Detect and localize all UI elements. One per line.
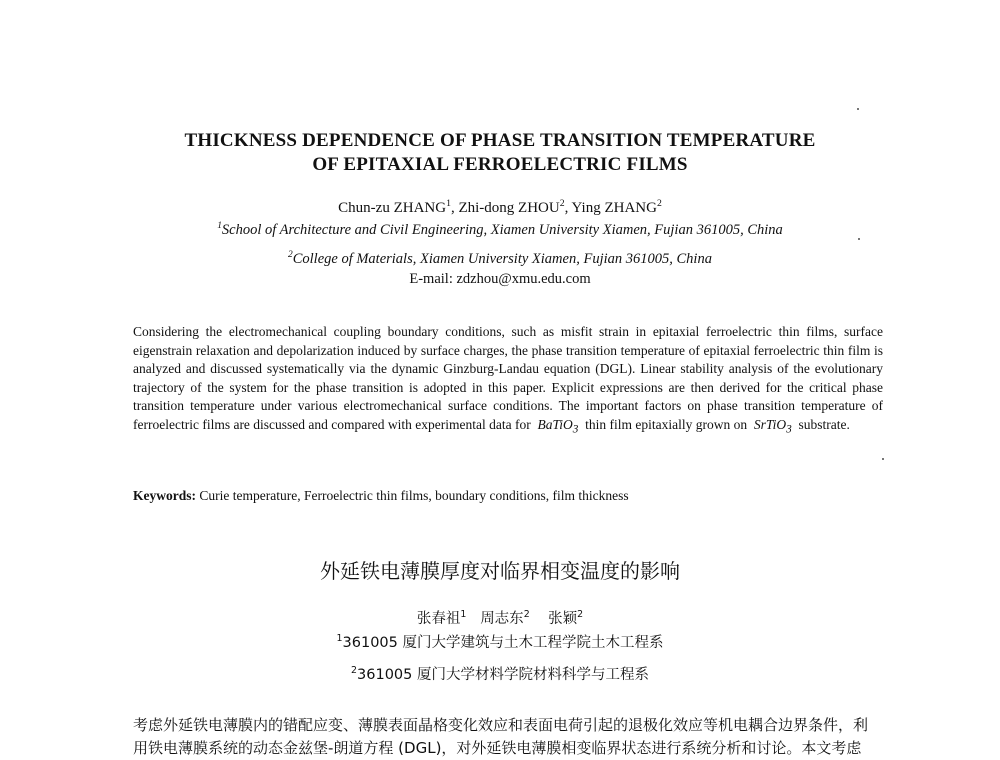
author-1: Chun-zu ZHANG bbox=[338, 200, 447, 216]
cn-affiliation-2-text: 361005 厦门大学材料学院材料科学与工程系 bbox=[357, 667, 649, 683]
cn-author-3: 张颖 bbox=[548, 611, 578, 627]
cn-affiliation-2 bbox=[0, 665, 1000, 685]
email: E-mail: zdzhou@xmu.edu.com bbox=[409, 271, 591, 287]
scan-speck bbox=[882, 458, 884, 460]
affiliation-2-text: College of Materials, Xiamen University Xiamen, Fujian 361005, China bbox=[292, 251, 712, 267]
author-list: Chun-zu ZHANG$^1$, Zhi-dong ZHOU$^2$, Ying ZHANG$^2$ bbox=[338, 198, 662, 216]
affiliation-2-marker: 2 bbox=[288, 250, 293, 261]
affiliation-1-text: School of Architecture and Civil Engineering, Xiamen University Xiamen, Fujian 361005, China bbox=[221, 222, 783, 238]
cn-author-2-affil: 2 bbox=[523, 609, 530, 621]
cn-abstract-line-2: 用铁电薄膜系统的动态金兹堡-朗道方程 (DGL)，对外延铁电薄膜相变临界状态进行系统分析和讨论。本文考虑 bbox=[133, 739, 862, 757]
cn-author-2: 周志东 bbox=[480, 611, 524, 627]
abstract bbox=[133, 323, 883, 439]
affiliation-1 bbox=[0, 220, 1000, 240]
cn-author-3-affil: 2 bbox=[577, 609, 584, 621]
cn-author-1: 张春祖 bbox=[416, 611, 461, 627]
chem-srtio3: SrTiO$_3$ bbox=[753, 416, 792, 436]
chem-batio3: BaTiO$_3$ bbox=[537, 416, 579, 436]
scan-speck bbox=[857, 108, 859, 110]
paper-title-line-2: OF EPITAXIAL FERROELECTRIC FILMS bbox=[312, 154, 688, 175]
author-2: Zhi-dong ZHOU bbox=[458, 200, 560, 216]
paper-title-line-1: THICKNESS DEPENDENCE OF PHASE TRANSITION TEMPERATURE bbox=[184, 130, 816, 151]
cn-author-1-affil: 1 bbox=[460, 609, 467, 621]
cn-affiliation-1-text: 361005 厦门大学建筑与土木工程学院土木工程系 bbox=[342, 635, 664, 651]
author-3-affil: 2 bbox=[656, 198, 662, 209]
abstract-mid: thin film epitaxially grown on bbox=[585, 416, 748, 432]
author-1-affil: 1 bbox=[446, 198, 451, 209]
scan-speck bbox=[858, 238, 860, 240]
cn-author-list bbox=[0, 609, 1000, 629]
author-2-affil: 2 bbox=[559, 198, 565, 209]
abstract-end: substrate. bbox=[798, 416, 850, 432]
cn-affiliation-1 bbox=[0, 633, 1000, 653]
cn-affiliation-1-marker: 1 bbox=[336, 633, 343, 645]
author-3: Ying ZHANG bbox=[571, 200, 657, 216]
cn-title: 外延铁电薄膜厚度对临界相变温度的影响 bbox=[320, 559, 680, 583]
cn-abstract-line-1: 考虑外延铁电薄膜内的错配应变、薄膜表面晶格变化效应和表面电荷引起的退极化效应等机电耦合边界条件，利 bbox=[133, 716, 869, 734]
abstract-text: Considering the electromechanical coupling boundary conditions, such as misfit strain in epitaxial ferroelectric thin films, surface eigenstrain relaxation and depolarization induced by surface charges, the phase transition temperature of epitaxial ferroelectric thin film is analyzed and discussed systematically via the dynamic Ginzburg-Landau equation (DGL). Linear stability analysis of the evolutionary trajectory of the system for the phase transition is adopted in this paper. Explicit expressions are then derived for the critical phase transition temperature under various electromechanical surface conditions. The important factors on phase transition temperature of ferroelectric films are discussed and compared with experimental data for bbox=[133, 324, 883, 432]
affiliation-1-marker: 1 bbox=[217, 221, 222, 232]
cn-affiliation-2-marker: 2 bbox=[351, 665, 358, 677]
keywords-text: Curie temperature, Ferroelectric thin films, boundary conditions, film thickness bbox=[199, 488, 629, 503]
keywords bbox=[133, 487, 883, 505]
keywords-label: Keywords: bbox=[133, 488, 196, 503]
cn-abstract bbox=[133, 714, 883, 760]
affiliation-2 bbox=[0, 249, 1000, 269]
